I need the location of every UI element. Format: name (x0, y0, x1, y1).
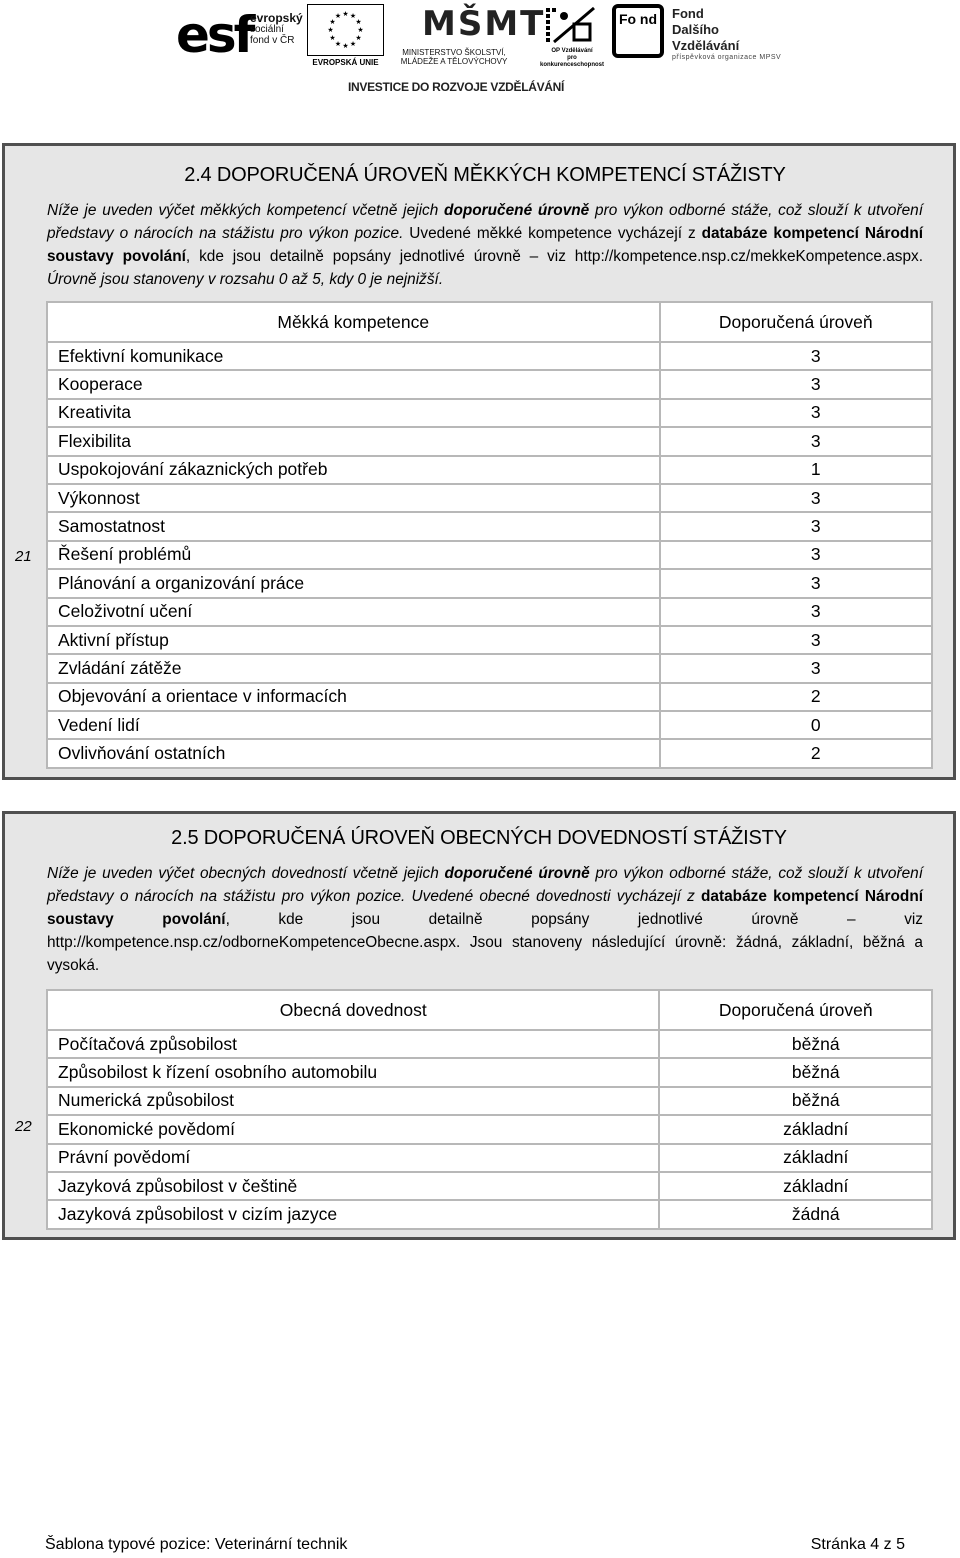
competence-level: 2 (660, 739, 932, 767)
skill-name: Jazyková způsobilost v češtině (47, 1172, 659, 1200)
skill-name: Numerická způsobilost (47, 1087, 659, 1115)
fdv-logo-line: Vzdělávání (672, 38, 740, 53)
skill-level: základní (659, 1144, 932, 1172)
svg-text:★: ★ (357, 26, 364, 34)
competence-name: Zvládání zátěže (47, 654, 660, 682)
op-logo-line: pro konkurenceschopnost (539, 55, 604, 68)
svg-text:★: ★ (329, 34, 336, 42)
eu-logo-label: EVROPSKÁ UNIE (312, 58, 379, 67)
svg-text:★: ★ (329, 18, 336, 26)
table-row (47, 1200, 932, 1228)
competence-level: 0 (660, 711, 932, 739)
row-number: 21 (15, 548, 32, 565)
soft-skills-section (2, 143, 956, 780)
table-row (47, 626, 932, 654)
footer-page-number: Stránka 4 z 5 (810, 1536, 905, 1553)
footer-template-name: Šablona typové pozice: Veterinární technik (45, 1536, 348, 1553)
competence-level: 2 (660, 683, 932, 711)
table-row (47, 654, 932, 682)
competence-level: 3 (660, 598, 932, 626)
competence-level: 3 (660, 342, 932, 370)
general-skills-table (46, 989, 933, 1230)
table-row (47, 370, 932, 398)
competence-level: 3 (660, 626, 932, 654)
competence-level: 3 (660, 512, 932, 540)
op-arrows-icon (544, 4, 598, 46)
skill-name: Jazyková způsobilost v cizím jazyce (47, 1200, 659, 1228)
competence-level: 3 (660, 399, 932, 427)
msmt-logo-mark: MŠMT (422, 4, 546, 44)
competence-level: 3 (660, 484, 932, 512)
table-row (47, 1030, 932, 1058)
competence-name: Celoživotní učení (47, 598, 660, 626)
row-number: 22 (15, 1118, 32, 1135)
section-title: 2.5 DOPORUČENÁ ÚROVEŇ OBECNÝCH DOVEDNOSTÍ STÁŽISTY (171, 827, 787, 849)
competence-name: Vedení lidí (47, 711, 660, 739)
skill-name: Ekonomické povědomí (47, 1115, 659, 1143)
investice-tagline: INVESTICE DO ROZVOJE VZDĚLÁVÁNÍ (348, 80, 565, 94)
section-intro: Níže je uveden výčet obecných dovedností včetně jejich doporučené úrovně pro výkon odborné stáže, což slouží k utvoření představy o nárocích na stážistu pro výkon pozice. Uvedené obecné dovednosti vycházejí z databáze kompetencí Národní soustavy povolání, kde jsou detailně popsány jednotlivé úrovně – viz http://kompetence.nsp.cz/odborneKompetenceObecne.aspx. Jsou stanoveny následující úrovně: žádná, základní, běžná a vysoká. (47, 865, 923, 974)
competence-level: 3 (660, 427, 932, 455)
table-row (47, 399, 932, 427)
soft-skills-table (46, 301, 933, 769)
table-row (47, 456, 932, 484)
table-row (47, 541, 932, 569)
section-intro: Níže je uveden výčet měkkých kompetencí včetně jejich doporučené úrovně pro výkon odborné stáže, což slouží k utvoření představy o nárocích na stážistu pro výkon pozice. Uvedené měkké kompetence vycházejí z databáze kompetencí Národní soustavy povolání, kde jsou detailně popsány jednotlivé úrovně – viz http://kompetence.nsp.cz/mekkeKompetence.aspx. Úrovně jsou stanoveny v rozsahu 0 až 5, kdy 0 je nejnižší. (47, 202, 923, 288)
table-row (47, 484, 932, 512)
table-header-row (47, 302, 932, 342)
header-logos (0, 0, 960, 100)
esf-logo-line: evropský (250, 11, 303, 25)
competence-name: Plánování a organizování práce (47, 569, 660, 597)
svg-text:★: ★ (355, 34, 362, 42)
general-skills-section (2, 811, 956, 1240)
esf-logo-line: fond v ČR (250, 35, 295, 46)
msmt-logo-line: MINISTERSTVO ŠKOLSTVÍ, (402, 48, 506, 57)
table-row (47, 711, 932, 739)
fdv-logo (612, 4, 782, 66)
skill-level: běžná (659, 1030, 932, 1058)
skill-level: žádná (659, 1200, 932, 1228)
svg-text:★: ★ (334, 40, 342, 48)
competence-name: Ovlivňování ostatních (47, 739, 660, 767)
competence-name: Flexibilita (47, 427, 660, 455)
competence-level: 3 (660, 569, 932, 597)
competence-level: 3 (660, 370, 932, 398)
skill-level: běžná (659, 1058, 932, 1086)
esf-logo-mark: esf (176, 6, 253, 64)
svg-text:★: ★ (355, 18, 362, 26)
svg-text:★: ★ (327, 26, 334, 34)
competence-name: Aktivní přístup (47, 626, 660, 654)
msmt-logo (388, 4, 546, 68)
table-row (47, 427, 932, 455)
competence-name: Výkonnost (47, 484, 660, 512)
table-row (47, 598, 932, 626)
svg-text:★: ★ (342, 10, 349, 18)
column-header: Obecná dovednost (47, 990, 659, 1030)
table-row (47, 683, 932, 711)
fdv-logo-subtitle: příspěvková organizace MPSV (672, 54, 782, 61)
table-header-row (47, 990, 932, 1030)
column-header: Doporučená úroveň (660, 302, 932, 342)
table-row (47, 512, 932, 540)
fdv-logo-line: Dalšího (672, 22, 719, 37)
section-title: 2.4 DOPORUČENÁ ÚROVEŇ MĚKKÝCH KOMPETENCÍ STÁŽISTY (184, 164, 786, 186)
table-row (47, 569, 932, 597)
competence-name: Efektivní komunikace (47, 342, 660, 370)
skill-name: Právní povědomí (47, 1144, 659, 1172)
competence-level: 3 (660, 654, 932, 682)
svg-text:★: ★ (349, 12, 357, 20)
fdv-logo-line: Fond (672, 6, 704, 21)
svg-text:★: ★ (342, 42, 349, 50)
skill-name: Způsobilost k řízení osobního automobilu (47, 1058, 659, 1086)
svg-text:★: ★ (349, 40, 357, 48)
eu-stars-icon (307, 4, 384, 56)
competence-name: Objevování a orientace v informacích (47, 683, 660, 711)
fdv-logo-mark: Fo nd (612, 4, 664, 58)
skill-name: Počítačová způsobilost (47, 1030, 659, 1058)
table-row (47, 1058, 932, 1086)
msmt-logo-line: MLÁDEŽE A TĚLOVÝCHOVY (400, 57, 508, 66)
competence-level: 3 (660, 541, 932, 569)
table-row (47, 1144, 932, 1172)
table-row (47, 1115, 932, 1143)
eu-logo (307, 4, 384, 66)
competence-name: Kooperace (47, 370, 660, 398)
table-row (47, 342, 932, 370)
competence-name: Samostatnost (47, 512, 660, 540)
table-row (47, 1172, 932, 1200)
esf-logo (176, 4, 302, 66)
esf-logo-line: sociální (250, 24, 284, 35)
table-row (47, 1087, 932, 1115)
competence-name: Uspokojování zákaznických potřeb (47, 456, 660, 484)
skill-level: základní (659, 1115, 932, 1143)
op-logo (536, 4, 606, 66)
column-header: Doporučená úroveň (659, 990, 932, 1030)
skill-level: běžná (659, 1087, 932, 1115)
skill-level: základní (659, 1172, 932, 1200)
competence-level: 1 (660, 456, 932, 484)
svg-text:★: ★ (334, 12, 342, 20)
competence-name: Kreativita (47, 399, 660, 427)
table-row (47, 739, 932, 767)
column-header: Měkká kompetence (47, 302, 660, 342)
competence-name: Řešení problémů (47, 541, 660, 569)
op-logo-line: OP Vzdělávání (551, 48, 593, 54)
